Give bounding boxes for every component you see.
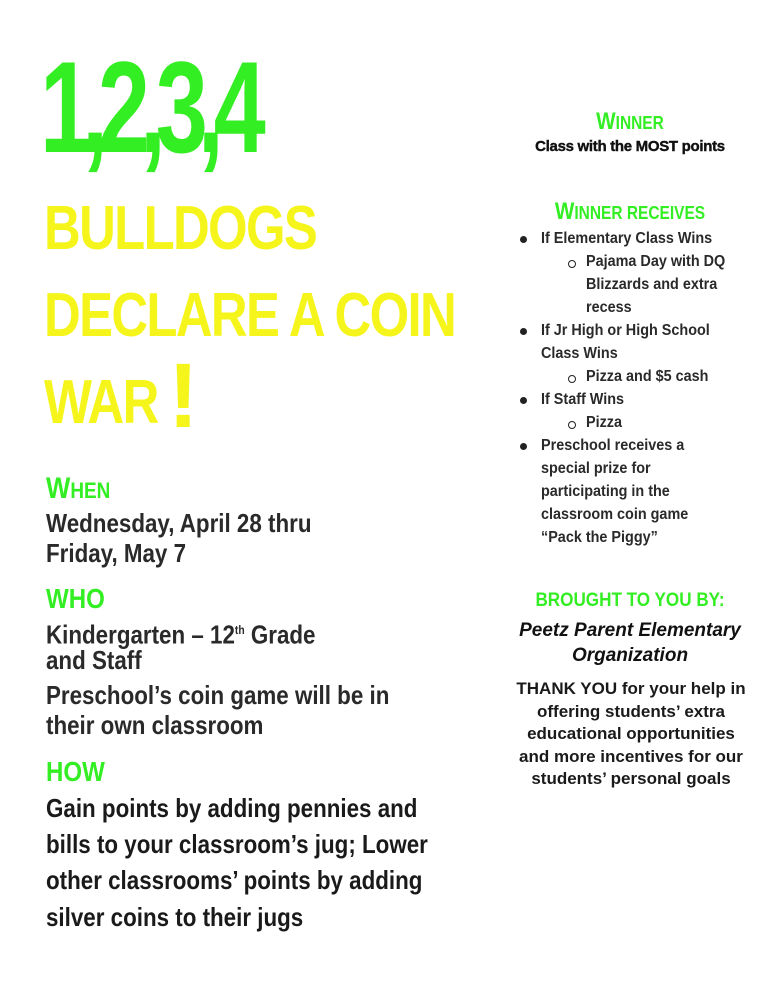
receives-heading-rest: INNER RECEIVES [574,203,706,223]
who-grade-range: Kindergarten – 12 [46,619,235,650]
when-date-line-1: Wednesday, April 28 thru [46,508,312,538]
headline-line-1: BULLDOGS [44,194,317,263]
winner-heading-rest: INNER [615,113,664,133]
receives-heading-initial: W [554,198,575,225]
headline-line-2: DECLARE A COIN [44,281,456,350]
when-heading-initial: W [46,472,71,505]
who-heading: WHO [46,583,105,614]
list-subitem [517,411,747,434]
prize-condition: If Jr High or High School Class Wins [541,322,710,362]
receives-heading [523,198,738,226]
who-line-2: and Staff [46,645,142,675]
list-subitem [517,250,747,319]
prize-condition: Preschool receives a special prize for participating in the classroom coin game “Pack the Piggy” [541,437,689,546]
winner-description: Class with the MOST points [535,138,725,155]
prize-reward: Pizza [586,414,623,431]
how-line: silver coins to their jugs [46,902,304,932]
when-date-line-2: Friday, May 7 [46,538,187,568]
prize-condition: If Elementary Class Wins [541,230,713,247]
who-grade-suffix: th [234,623,245,637]
headline-line-3: WAR [44,368,158,437]
winner-heading-initial: W [596,108,616,135]
when-heading [46,472,110,506]
event-number-title: 1,2,3,4 [40,34,256,180]
how-heading: HOW [46,756,105,787]
headline-exclamation: ! [168,345,199,447]
prize-list [517,227,747,549]
list-item [517,319,747,365]
how-line: Gain points by adding pennies and [46,793,418,823]
how-line: other classrooms’ points by adding [46,865,423,895]
list-subitem [517,365,747,388]
prize-reward: Pizza and $5 cash [586,368,709,385]
who-preschool-line-1: Preschool’s coin game will be in [46,680,390,710]
who-preschool-line-2: their own classroom [46,710,264,740]
list-item [517,388,747,411]
winner-heading [523,108,738,136]
sponsor-organization: Peetz Parent Elementary Organization [519,620,741,666]
list-item [517,434,747,549]
sponsor-heading: BROUGHT TO YOU BY: [535,590,725,611]
list-item [517,227,747,250]
prize-reward: Pajama Day with DQ Blizzards and extra recess [586,253,726,316]
how-line: bills to your classroom’s jug; Lower [46,829,428,859]
sponsor-thanks: THANK YOU for your help in offering students’ extra educational opportunities and more incentives for our students’ personal goals [516,679,746,788]
when-heading-rest: HEN [70,478,111,503]
prize-condition: If Staff Wins [541,391,625,408]
who-grade-word: Grade [244,619,316,650]
